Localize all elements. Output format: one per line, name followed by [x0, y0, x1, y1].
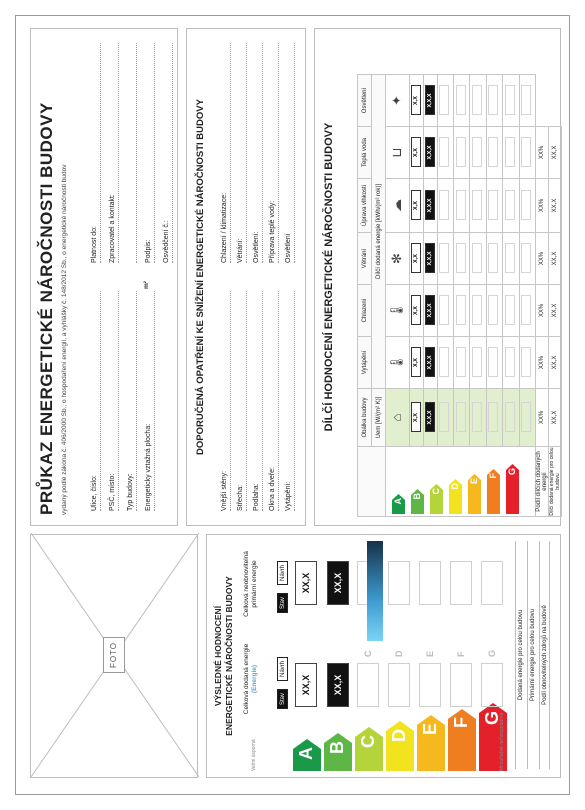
ghost-box: [357, 663, 379, 707]
overall-class-f: [448, 709, 476, 771]
house-icon: ⌂: [389, 413, 405, 422]
hot-water-top: [409, 127, 423, 179]
humidity-icon: ☁: [389, 199, 405, 212]
tap-icon: ⊔: [389, 147, 405, 158]
icon-heating-cell: [386, 337, 410, 389]
share-hot-water: XX%: [536, 179, 549, 233]
overall-rating-panel: [206, 534, 561, 778]
col2-head: [243, 541, 259, 627]
right-area: [30, 28, 561, 526]
overall-class-letter: E: [420, 723, 440, 736]
partial-class-letter: G: [507, 468, 517, 476]
ghost-letter: C: [363, 650, 373, 657]
ventilation-top-box: X,X: [411, 244, 421, 274]
partial-class-letter: F: [488, 473, 498, 479]
header-panel: [30, 28, 178, 526]
fan-icon: ✻: [389, 253, 405, 264]
ghost-box: [450, 663, 472, 707]
envelope-bottom: [423, 389, 437, 447]
overall-class-e: [417, 715, 445, 771]
partial-class-letter: E: [469, 478, 479, 485]
tag-stav-1: Stav: [277, 689, 288, 709]
partial-class-f: [487, 469, 500, 514]
col-lighting: Osvětlení: [358, 75, 372, 127]
partial-class-e: [468, 474, 481, 514]
photo-label: FOTO: [103, 637, 125, 673]
col-hot-water: Teplá voda: [358, 127, 372, 179]
primary-energy-gradient: [367, 541, 383, 641]
envelope-bottom-box: X,X,X: [425, 403, 435, 433]
legend-primary: Primární energie pro celou budovu: [527, 541, 538, 769]
overall-class-letter: B: [327, 741, 347, 754]
legend-delivered: Dodaná energie pro celou budovu: [515, 541, 526, 769]
main-subtitle: vydaný podle zákona č. 406/2000 Sb., o hospodaření energií, a vyhlášky č. 148/2012 Sb., o energetické náročnosti budov: [61, 164, 68, 515]
recommendations-panel: [186, 28, 306, 526]
main-title: PRŮKAZ ENERGETICKÉ NÁROČNOSTI BUDOVY: [37, 102, 56, 515]
share-heating: XX%: [536, 389, 549, 447]
overall-class-letter: D: [389, 729, 409, 742]
partial-class-letter: A: [393, 498, 403, 505]
col-heating: Vytápění: [358, 337, 372, 389]
total-humidity: XX,X: [549, 233, 562, 285]
scale-bottom-note: Mimořádně nehospodárná: [499, 712, 505, 771]
rec-heating: Vytápění:: [283, 291, 295, 511]
overall-class-letter: C: [358, 735, 378, 748]
partial-class-a: [392, 494, 405, 514]
col2-head-label: Celková neobnovitelná primární energie: [243, 551, 258, 617]
col-cooling: Chlazení: [358, 285, 372, 337]
field-area: Energeticky vztažná plocha:: [143, 291, 155, 511]
area-unit: m²: [143, 281, 150, 289]
bulb-icon: ✦: [389, 95, 405, 106]
ghost-letter: F: [456, 651, 466, 657]
ghost-letter: E: [425, 650, 435, 657]
lighting-top: [409, 75, 423, 127]
heating-bottom-box: X,X,X: [425, 348, 435, 378]
field-building-type: Typ budovy:: [125, 291, 137, 511]
rec-lighting-2: Osvětlení: [283, 43, 295, 263]
share-lighting: XX%: [536, 127, 549, 179]
icon-lighting-cell: [386, 75, 410, 127]
humidity-bottom: [423, 179, 437, 233]
overall-class-letter: F: [451, 717, 471, 728]
col1-head: [243, 643, 259, 715]
hot-water-bottom: [423, 127, 437, 179]
icon-humidity-cell: [386, 179, 410, 233]
hot-water-bottom-box: X,X,X: [425, 138, 435, 168]
tag-stav-2: Stav: [277, 593, 288, 613]
hot-water-top-box: X,X: [411, 138, 421, 168]
cooling-bottom: [423, 285, 437, 337]
partial-class-letter: D: [450, 483, 460, 490]
group-unit: [kWh/(m² rok)]: [375, 183, 382, 222]
ghost-box: [419, 561, 441, 605]
col-humidity: Úprava vlhkosti: [358, 179, 372, 233]
rec-hot-water: Příprava teplé vody:: [267, 43, 279, 263]
rec-ventilation: Větrání:: [235, 43, 247, 263]
share-cooling: XX%: [536, 337, 549, 389]
legend-renewable: Podíl obnovitelných zdrojů na budově: [539, 541, 550, 769]
ventilation-top: [409, 233, 423, 285]
ghost-box: [388, 561, 410, 605]
rec-roof: Střecha:: [235, 291, 247, 511]
partial-class-g: [506, 464, 519, 514]
thermometer-hot-icon: 🌡: [389, 354, 405, 371]
photo-placeholder: [30, 534, 198, 778]
col2-navrh-value: XX,X: [327, 561, 349, 605]
group-label-text: Dílčí dodaná energie: [375, 223, 382, 280]
icon-cooling-cell: [386, 285, 410, 337]
field-processor-cont: [125, 43, 137, 263]
overall-title: VÝSLEDNÉ HODNOCENÍ ENERGETICKÉ NÁROČNOSTI BUDOVY: [213, 576, 234, 736]
partial-table: [357, 74, 562, 517]
total-label: Dílčí dodaná energie pro celou budovu: [549, 447, 561, 516]
tag-navrh-1: Návrh: [277, 657, 288, 681]
partial-title: DÍLČÍ HODNOCENÍ ENERGETICKÉ NÁROČNOSTI BUDOVY: [323, 122, 335, 432]
partial-class-b: [411, 489, 424, 514]
lighting-top-box: X,X: [411, 86, 421, 116]
lighting-bottom-box: X,X,X: [425, 86, 435, 116]
cooling-bottom-box: X,X,X: [425, 296, 435, 326]
overall-class-b: [324, 733, 352, 771]
ghost-box: [450, 561, 472, 605]
overall-class-d: [386, 721, 414, 771]
overall-class-a: [293, 739, 321, 771]
envelope-top: [409, 389, 423, 447]
partial-scale: [386, 447, 536, 517]
heating-top-box: X,X: [411, 348, 421, 378]
total-ventilation: XX,X: [549, 285, 562, 337]
cooling-top-box: X,X: [411, 296, 421, 326]
humidity-top: [409, 179, 423, 233]
partial-class-c: [430, 484, 443, 514]
rec-cooling: Chlazení / klimatizace:: [219, 43, 231, 263]
total-hot-water: XX,X: [549, 179, 562, 233]
icon-hot-water-cell: [386, 127, 410, 179]
field-zip: PSČ, místo:: [107, 291, 119, 511]
share-humidity: XX%: [536, 233, 549, 285]
ghost-box: [388, 663, 410, 707]
icon-ventilation-cell: [386, 233, 410, 285]
col1-stav-value: XX,X: [295, 663, 317, 707]
rec-windows: Okna a dveře:: [267, 291, 279, 511]
partial-panel: [314, 28, 561, 526]
ghost-letter: G: [487, 649, 497, 657]
field-signature: Podpis:: [143, 43, 155, 263]
field-processor: Zpracovatel a kontakt:: [107, 43, 119, 263]
overall-class-letter: A: [296, 747, 316, 760]
recommendations-title: DOPORUČENÁ OPATŘENÍ KE SNÍŽENÍ ENERGETICKÉ NÁROČNOSTI BUDOVY: [195, 99, 206, 455]
ghost-letter: D: [394, 650, 404, 657]
icon-envelope-cell: [386, 389, 410, 447]
humidity-bottom-box: X,X,X: [425, 191, 435, 221]
ventilation-bottom: [423, 233, 437, 285]
overall-class-c: [355, 727, 383, 771]
ghost-box: [419, 663, 441, 707]
thermometer-cold-icon: 🌡: [389, 302, 405, 319]
field-valid-until: Platnost do:: [89, 43, 101, 263]
ventilation-bottom-box: X,X,X: [425, 244, 435, 274]
envelope-top-box: X,X: [411, 403, 421, 433]
uem-label: Uem [W/(m² K)]: [372, 389, 386, 447]
cooling-top: [409, 285, 423, 337]
ghost-box: [481, 561, 503, 605]
ghost-box: [481, 663, 503, 707]
overall-class-letter: G: [482, 711, 502, 726]
share-ventilation: XX%: [536, 285, 549, 337]
group-label: [372, 75, 386, 389]
col1-head-label: Celková dodaná energie: [243, 643, 250, 715]
col1-navrh-value: XX,X: [327, 663, 349, 707]
energy-certificate: [15, 15, 570, 795]
col-envelope: Obálka budovy: [358, 389, 372, 447]
heating-bottom: [423, 337, 437, 389]
lighting-bottom: [423, 75, 437, 127]
tag-navrh-2: Návrh: [277, 561, 288, 585]
humidity-top-box: X,X: [411, 191, 421, 221]
share-label: Podíl dílčích dodaných energií: [536, 447, 549, 517]
total-lighting: XX,X: [549, 127, 562, 179]
col1-head-unit: (Energie): [251, 664, 258, 694]
rec-lighting-1: Osvětlení:: [251, 43, 263, 263]
scale-top-note: Velmi úsporná: [251, 739, 257, 771]
col2-stav-value: XX,X: [295, 561, 317, 605]
total-cooling: XX,X: [549, 337, 562, 389]
heating-top: [409, 337, 423, 389]
total-heating: XX,X: [549, 389, 562, 447]
col-ventilation: Větrání: [358, 233, 372, 285]
partial-class-letter: C: [431, 488, 441, 495]
field-street: Ulice, číslo:: [89, 291, 101, 511]
field-certificate: Osvědčení č.:: [161, 43, 173, 263]
partial-class-d: [449, 479, 462, 514]
partial-class-letter: B: [412, 493, 422, 500]
rec-walls: Vnější stěny:: [219, 291, 231, 511]
rec-floor: Podlaha:: [251, 291, 263, 511]
